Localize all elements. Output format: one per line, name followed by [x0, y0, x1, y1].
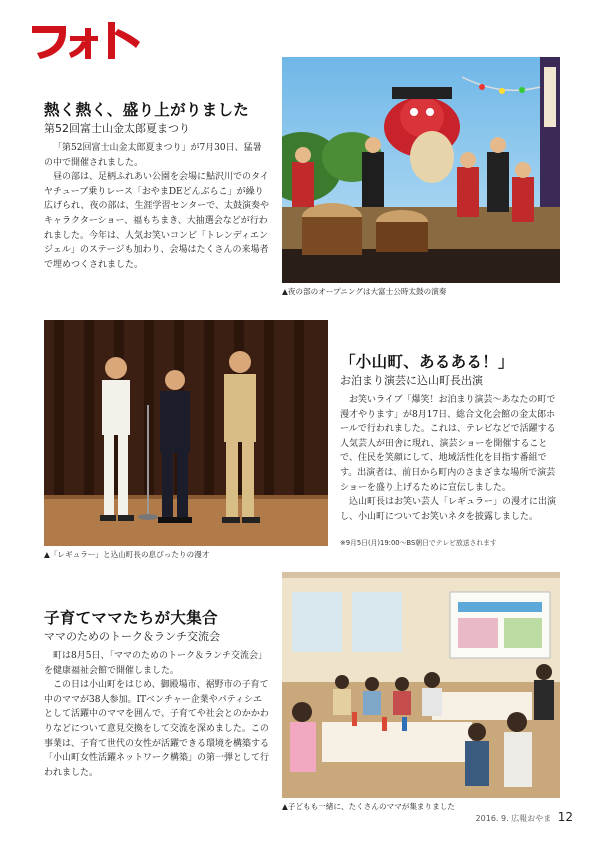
issue-date: 2016. 9. — [475, 814, 509, 823]
section3-paragraph: この日は小山町をはじめ、御殿場市、裾野市の子育て中のママが38人参加。ITベンチャー企業やパティシエとして活躍中のママを囲んで、子育てや社会とのかかわりなどについて意見交換をして交流を深めました。この事業は、子育て世代の女性が活躍できる環境を構築する「小山町女性活躍ネットワーク構築」の第一弾として行われました。 — [44, 680, 270, 778]
section3-title: 子育てママたちが大集合 — [44, 609, 218, 627]
section3-body — [44, 649, 270, 780]
section2-subtitle: お泊まり演芸に込山町長出演 — [340, 374, 483, 387]
section1-paragraph: 昼の部は、足柄ふれあい公園を会場に鮎沢川でのタイヤチューブ乗りレース「おやまDEどんぶらこ」が繰り広げられ、夜の部は、生涯学習センターで、太鼓演奏やキャラクターショー、福もちまき、大抽選会などが行われました。今年は、人気お笑いコンビ「トレンディエンジェル」のステージも加わり、会場はたくさんの来場者で埋めつくされました。 — [44, 172, 270, 270]
section3-paragraph: 町は8月5日、「ママのためのトーク＆ランチ交流会」を健康福祉会館で開催しました。 — [44, 651, 267, 676]
page-logo — [30, 20, 152, 60]
section2-paragraph: お笑いライブ「爆笑！お泊まり演芸～あなたの町で漫才やります」が8月17日、総合文化会館の金太郎ホールで行われました。これは、テレビなどで活躍する人気芸人が田舎に現れ、演芸ショーを開催することで、住民を笑顔にして、地域活性化を目指す番組です。出演者は、前日から町内のさまざまな場所で演芸ショーを盛り上げるために宣伝しました。 — [340, 395, 556, 493]
festival-taiko-photo — [282, 57, 560, 283]
publication-name: 広報おやま — [511, 814, 552, 823]
section1-subtitle: 第52回富士山金太郎夏まつり — [44, 122, 190, 135]
page-footer — [476, 810, 573, 824]
manzai-stage-photo — [44, 320, 328, 546]
section2-title: 「小山町、あるある！」 — [340, 353, 514, 371]
section2-body — [340, 393, 560, 524]
section1-paragraph: 「第52回富士山金太郎夏まつり」が7月30日、猛暑の中で開催されました。 — [44, 143, 262, 168]
broadcast-note: ※9月5日(月)19:00～BS朝日でテレビ放送されます — [340, 539, 497, 547]
page-number: 12 — [557, 810, 573, 824]
section1-body — [44, 141, 270, 272]
section1-caption: ▲夜の部のオープニングは大富士公時太鼓の演奏 — [282, 287, 447, 296]
section2-caption: ▲「レギュラー」と込山町長の息ぴったりの漫才 — [44, 550, 210, 559]
section1-title: 熱く熱く、盛り上がりました — [44, 101, 250, 119]
section3-caption: ▲子どもも一緒に、たくさんのママが集まりました — [282, 802, 455, 811]
section3-subtitle: ママのためのトーク＆ランチ交流会 — [44, 630, 220, 643]
mothers-lunch-photo — [282, 572, 560, 798]
section2-paragraph: 込山町長はお笑い芸人「レギュラー」の漫才に出演し、小山町についてお笑いネタを披露しました。 — [340, 497, 557, 522]
